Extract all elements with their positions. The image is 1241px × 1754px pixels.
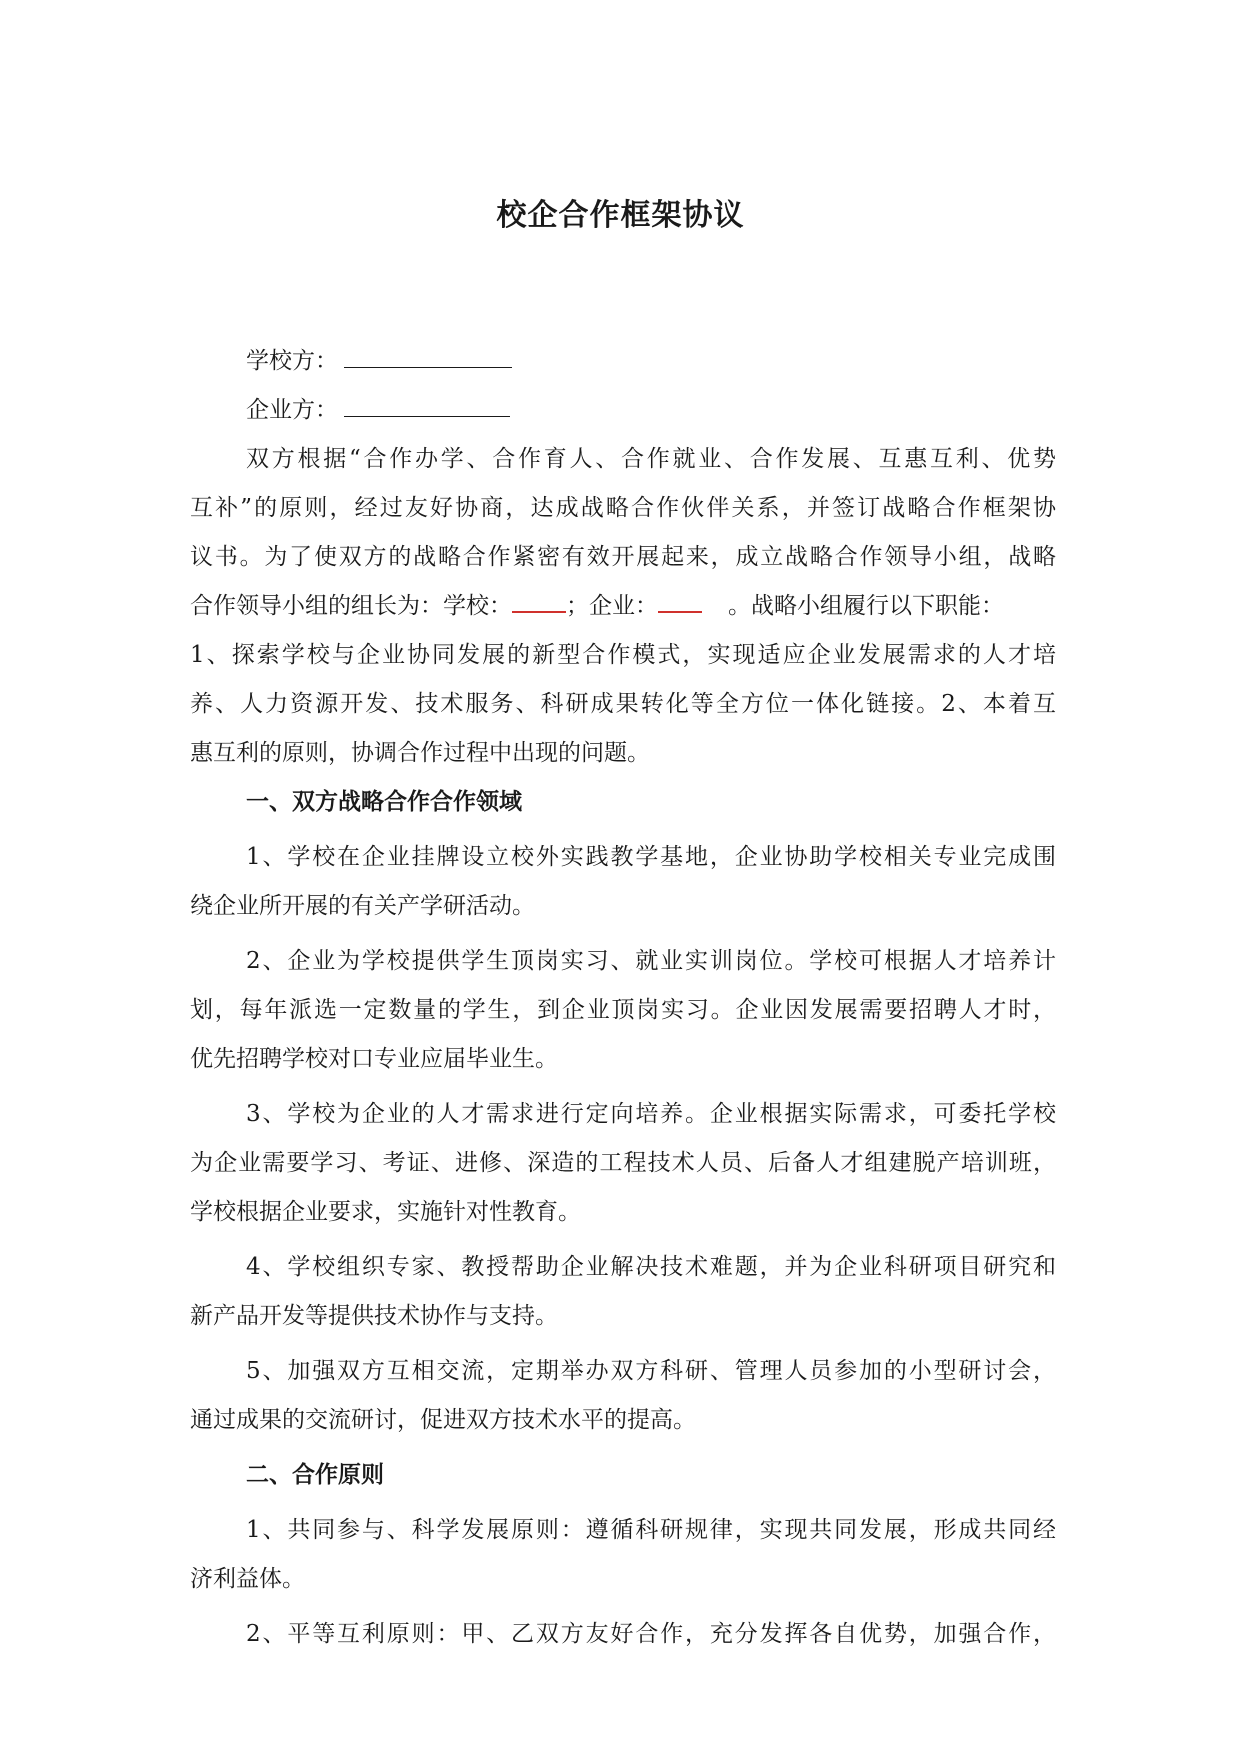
duty-line: 1、探索学校与企业协同发展的新型合作模式，实现适应企业发展需求的人才培 — [190, 642, 1056, 668]
enterprise-leader-blank[interactable] — [658, 585, 702, 613]
intro-line: 互补”的原则，经过友好协商，达成战略合作伙伴关系，并签订战略合作框架协 — [190, 495, 1056, 521]
list-item-line: 划，每年派选一定数量的学生，到企业顶岗实习。企业因发展需要招聘人才时， — [190, 997, 1056, 1023]
enterprise-party-line — [190, 386, 1056, 435]
list-item-line: 通过成果的交流研讨，促进双方技术水平的提高。 — [190, 1407, 696, 1433]
leader-prefix: 合作领导小组的组长为：学校： — [190, 593, 512, 619]
school-party-label: 学校方： — [246, 348, 338, 374]
list-item-line: 优先招聘学校对口专业应届毕业生。 — [190, 1046, 558, 1072]
intro-line: 双方根据“合作办学、合作育人、合作就业、合作发展、互惠互利、优势 — [246, 446, 1056, 472]
duty-line: 惠互利的原则，协调合作过程中出现的问题。 — [190, 740, 650, 766]
list-item — [190, 1347, 1056, 1445]
list-item-line: 2、企业为学校提供学生顶岗实习、就业实训岗位。学校可根据人才培养计 — [246, 948, 1056, 974]
list-item-line: 新产品开发等提供技术协作与支持。 — [190, 1303, 558, 1329]
list-item-line: 济利益体。 — [190, 1566, 305, 1592]
document-body — [190, 337, 1056, 1659]
list-item — [190, 1243, 1056, 1341]
section-heading: 一、双方战略合作合作领域 — [246, 789, 522, 815]
school-party-line — [190, 337, 1056, 386]
leader-line — [190, 582, 1056, 631]
list-item-line: 4、学校组织专家、教授帮助企业解决技术难题，并为企业科研项目研究和 — [246, 1254, 1056, 1280]
intro-paragraph — [190, 435, 1056, 778]
list-item-line: 3、学校为企业的人才需求进行定向培养。企业根据实际需求，可委托学校 — [246, 1101, 1056, 1127]
list-item-line: 1、共同参与、科学发展原则：遵循科研规律，实现共同发展，形成共同经 — [246, 1517, 1056, 1543]
list-item — [190, 1090, 1056, 1237]
list-item-line: 为企业需要学习、考证、进修、深造的工程技术人员、后备人才组建脱产培训班， — [190, 1150, 1056, 1176]
school-party-blank[interactable] — [344, 339, 512, 368]
list-item-line: 学校根据企业要求，实施针对性教育。 — [190, 1199, 581, 1225]
list-item — [190, 1610, 1056, 1659]
enterprise-party-blank[interactable] — [344, 388, 510, 417]
intro-line: 议书。为了使双方的战略合作紧密有效开展起来，成立战略合作领导小组，战略 — [190, 544, 1056, 570]
document-title: 校企合作框架协议 — [496, 198, 745, 233]
list-item-line: 5、加强双方互相交流，定期举办双方科研、管理人员参加的小型研讨会， — [246, 1358, 1056, 1384]
section-heading: 二、合作原则 — [246, 1462, 384, 1488]
list-item — [190, 833, 1056, 931]
list-item-line: 2、平等互利原则：甲、乙双方友好合作，充分发挥各自优势，加强合作， — [246, 1621, 1056, 1647]
list-item-line: 绕企业所开展的有关产学研活动。 — [190, 893, 535, 919]
enterprise-party-label: 企业方： — [246, 397, 338, 423]
section1-list — [190, 833, 1056, 1445]
school-leader-blank[interactable] — [512, 585, 566, 613]
list-item — [190, 1506, 1056, 1604]
list-item-line: 1、学校在企业挂牌设立校外实践教学基地，企业协助学校相关专业完成围 — [246, 844, 1056, 870]
leader-mid: ；企业： — [566, 593, 658, 619]
duty-line: 养、人力资源开发、技术服务、科研成果转化等全方位一体化链接。2、本着互 — [190, 691, 1056, 717]
leader-suffix: 。战略小组履行以下职能： — [728, 593, 1004, 619]
section2-list — [190, 1506, 1056, 1659]
list-item — [190, 937, 1056, 1084]
